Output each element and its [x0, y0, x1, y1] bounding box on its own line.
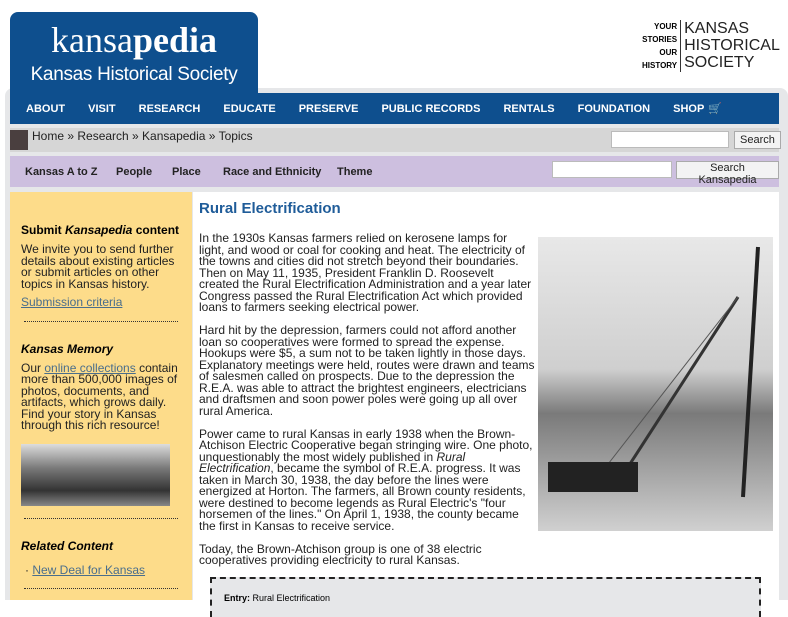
nav-research[interactable]: RESEARCH — [138, 102, 201, 115]
khs-logo[interactable] — [642, 20, 780, 72]
submission-criteria-link[interactable]: Submission criteria — [21, 295, 123, 309]
divider — [24, 518, 178, 519]
tagline: YOUR — [654, 22, 678, 31]
subnav-theme[interactable]: Theme — [337, 166, 373, 178]
breadcrumb-bar — [10, 128, 779, 152]
bar-marker — [10, 130, 28, 150]
logo-text: kansa — [51, 20, 133, 60]
article-title: Rural Electrification — [199, 200, 341, 217]
tagline: HISTORY — [642, 61, 678, 70]
nav-shop[interactable] — [673, 102, 722, 115]
khs-name: SOCIETY — [684, 54, 755, 71]
khs-name: HISTORICAL — [684, 37, 780, 54]
heading-text: Submit — [21, 223, 65, 237]
nav-shop-label: SHOP — [673, 103, 705, 115]
text: Power came to rural Kansas in early 1938 when the Brown-Atchison Electric Cooperative began stringing wire. One photo, unquestionably the most widely published in — [199, 426, 533, 464]
kansapedia-subnav — [10, 156, 779, 187]
nav-foundation[interactable]: FOUNDATION — [577, 102, 651, 115]
divider — [24, 588, 178, 589]
site-search-button[interactable]: Search — [734, 131, 781, 149]
kansapedia-search-input[interactable] — [552, 161, 672, 178]
related-item — [21, 562, 181, 577]
site-search-input[interactable] — [611, 131, 729, 148]
nav-about[interactable]: ABOUT — [26, 102, 66, 115]
paragraph: Hard hit by the depression, farmers could not afford another loan so cooperatives were formed to spread the expense. Hookups were $5, a sum not to be taken lightly in those days. Explanatory meetings were held, routes were drawn and teams of salesmen called on prospects. Due to the depression the R.E.A. was able to attract the brightest engineers, electricians and draftsmen and soon power poles were going up all over rural America. — [199, 323, 535, 418]
heading-text: Related Content — [21, 538, 114, 553]
article-photo[interactable] — [538, 237, 773, 531]
khs-name: KANSAS — [684, 20, 750, 37]
cart-icon: 🛒 — [708, 103, 722, 115]
nav-visit[interactable]: VISIT — [88, 102, 116, 115]
submit-text: We invite you to send further details about existing articles or submit articles on other topics in Kansas history. — [21, 242, 175, 291]
text: contain more than 500,000 images of photos, documents, and artifacts, which grows daily. Find your story in Kansas through this rich resource! — [21, 360, 178, 432]
new-deal-link[interactable]: New Deal for Kansas — [32, 562, 146, 577]
related-heading — [21, 539, 181, 553]
subnav-kansas-a-to-z[interactable]: Kansas A to Z — [25, 166, 98, 178]
kansas-memory-photo[interactable] — [21, 444, 170, 506]
submit-heading — [21, 223, 181, 237]
entry-value: Rural Electrification — [252, 593, 331, 603]
paragraph: Today, the Brown-Atchison group is one of 38 electric cooperatives providing electricity to rural Kansas. — [199, 541, 482, 567]
nav-educate[interactable]: EDUCATE — [223, 102, 276, 115]
nav-rentals[interactable]: RENTALS — [503, 102, 555, 115]
citation-box — [210, 577, 761, 617]
nav-public-records[interactable]: PUBLIC RECORDS — [381, 102, 481, 115]
divider — [24, 321, 178, 322]
memory-heading — [21, 342, 181, 356]
bullet-icon: · — [25, 562, 33, 577]
subnav-place[interactable]: Place — [172, 166, 201, 178]
breadcrumb[interactable]: Home » Research » Kansapedia » Topics — [32, 129, 253, 143]
heading-text: Kansas Memory — [21, 341, 114, 356]
logo-subtitle: Kansas Historical Society — [30, 64, 238, 85]
nav-preserve[interactable]: PRESERVE — [298, 102, 359, 115]
entry-label: Entry: — [224, 593, 251, 603]
logo-text-bold: pedia — [132, 20, 217, 60]
pole-truck-illustration — [538, 237, 773, 531]
kansapedia-logo[interactable] — [10, 12, 258, 96]
subnav-race-ethnicity[interactable]: Race and Ethnicity — [223, 166, 322, 178]
main-nav — [10, 93, 779, 124]
sidebar — [10, 192, 192, 600]
paragraph: In the 1930s Kansas farmers relied on kerosene lamps for light, and wood or coal for cooking and heat. The electricity of the towns and cities did not stretch beyond their boundaries. Then on May 11, 1935, President Franklin D. Roosevelt created the Rural Electrification Administration and a year later Congress passed the Rural Electrification Act which provided loans to farmers seeking electrical power. — [199, 231, 532, 314]
tagline: OUR — [659, 48, 678, 57]
subnav-people[interactable]: People — [116, 166, 153, 178]
paragraph — [199, 426, 535, 533]
article — [193, 192, 779, 603]
heading-text: content — [132, 223, 180, 237]
heading-text: Kansapedia — [65, 223, 133, 237]
kansapedia-search-button[interactable]: Search Kansapedia — [676, 161, 779, 179]
online-collections-link[interactable]: online collections — [44, 360, 136, 375]
memory-text — [21, 360, 181, 432]
tagline: STORIES — [642, 35, 678, 44]
text: Our — [21, 360, 45, 375]
article-body — [199, 233, 535, 578]
text: , became the symbol of R.E.A. progress. It was taken in March 30, 1938, the day before the lines were energized at Horton. The farmers, all Brown county residents, were destined to become legends as Rural Electric's "four horsemen of the lines." On April 1, 1938, the county became the first in Kansas to receive service. — [199, 461, 526, 533]
text: Rural Electrification — [199, 449, 466, 475]
